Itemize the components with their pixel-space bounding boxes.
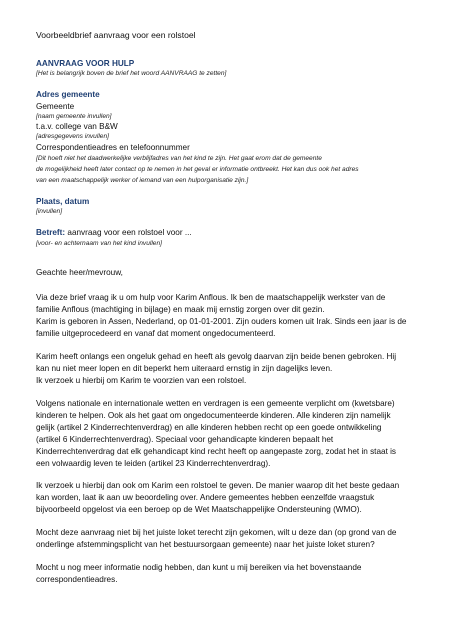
heading-note: [Het is belangrijk boven de brief het woord AANVRAAG te zetten] xyxy=(36,70,227,77)
subject-line xyxy=(36,228,430,238)
subject-text: aanvraag voor een rolstoel voor ... xyxy=(65,228,192,237)
address-note-details: [adresgegevens invullen] xyxy=(36,133,109,140)
paragraph-line: Karim heeft onlangs een ongeluk gehad en heeft als gevolg daarvan zijn beide benen gebroken. Hij xyxy=(36,352,397,361)
paragraph-line: correspondentieadres. xyxy=(36,575,118,584)
subject-note: [voor- en achternaam van het kind invullen] xyxy=(36,240,162,247)
paragraph-line: Mocht deze aanvraag niet bij het juiste loket terecht zijn gekomen, wilt u deze dan (op grond van de xyxy=(36,528,397,537)
paragraph-line: kan worden, laat ik aan uw beoordeling over. Andere gemeentes hebben eenzelfde vraagstuk xyxy=(36,493,375,502)
paragraph-line: familie uitgeprocedeerd en vanaf dat moment ongedocumenteerd. xyxy=(36,329,276,338)
address-heading: Adres gemeente xyxy=(36,90,100,99)
address-note-line: [Dit hoeft niet het daadwerkelijke verblijfadres van het kind te zijn. Het gaat erom dat de gemeente xyxy=(36,155,322,162)
paragraph-line: Karim is geboren in Assen, Nederland, op 01-01-2001. Zijn ouders komen uit Irak. Sinds een jaar is de xyxy=(36,317,407,326)
paragraph-line: Ik verzoek u hierbij om Karim te voorzien van een rolstoel. xyxy=(36,376,247,385)
address-line-correspondence: Correspondentieadres en telefoonnummer xyxy=(36,143,190,152)
address-note-line: van een maatschappelijk werker of iemand van een hulporganisatie zijn.] xyxy=(36,177,249,184)
paragraph-line: kan nu niet meer lopen en dit beperkt hem uiteraard ernstig in zijn dagelijks leven. xyxy=(36,364,333,373)
address-line-municipality: Gemeente xyxy=(36,102,75,111)
salutation: Geachte heer/mevrouw, xyxy=(36,268,123,277)
address-line-attention: t.a.v. college van B&W xyxy=(36,122,118,131)
document-title: Voorbeeldbrief aanvraag voor een rolstoel xyxy=(36,30,196,40)
paragraph-line: (artikel 6 Kinderrechtenverdrag). Speciaal voor gehandicapte kinderen bepaalt het xyxy=(36,435,334,444)
address-note-municipality: [naam gemeente invullen] xyxy=(36,113,112,120)
heading: AANVRAAG VOOR HULP xyxy=(36,59,135,68)
place-date-heading: Plaats, datum xyxy=(36,197,90,206)
paragraph-line: Via deze brief vraag ik u om hulp voor Karim Anflous. Ik ben de maatschappelijk werkster van de xyxy=(36,293,386,302)
paragraph-line: Mocht u nog meer informatie nodig hebben, dan kunt u mij bereiken via het bovenstaande xyxy=(36,563,362,572)
paragraph-line: kinderen te helpen. Ook als het gaat om ongedocumenteerde kinderen. Alle kinderen zijn namelijk xyxy=(36,411,391,420)
paragraph-line: gelijk (artikel 2 Kinderrechtenverdrag) en alle kinderen hebben recht op een goede ontwikkeling xyxy=(36,423,382,432)
place-date-note: [invullen] xyxy=(36,208,63,215)
paragraph-line: bijvoorbeeld opgelost via een beroep op de Wet Maatschappelijke Ondersteuning (WMO). xyxy=(36,505,362,514)
paragraph-line: onderlinge afstemmingsplicht van het bestuursorgaan gemeente) naar het juiste loket sturen? xyxy=(36,540,375,549)
paragraph-line: familie Anflous (machtiging in bijlage) en maak mij ernstig zorgen over dit gezin. xyxy=(36,305,325,314)
paragraph-line: een volwaardig leven te leiden (artikel 23 Kinderrechtenverdrag). xyxy=(36,459,271,468)
subject-label: Betreft: xyxy=(36,228,66,237)
paragraph-line: Kinderrechtenverdrag dat elk gehandicapt kind recht heeft op aangepaste zorg, zodat het in staat is xyxy=(36,447,397,456)
paragraph-line: Volgens nationale en internationale wetten en verdragen is een gemeente verplicht om (kwetsbare) xyxy=(36,399,395,408)
paragraph-line: Ik verzoek u hierbij dan ook om Karim een rolstoel te geven. De manier waarop dit het beste gedaan xyxy=(36,481,400,490)
address-note-line: de mogelijkheid heeft later contact op te nemen in het geval er informatie ontbreekt. Het kan dus ook het adres xyxy=(36,166,359,173)
